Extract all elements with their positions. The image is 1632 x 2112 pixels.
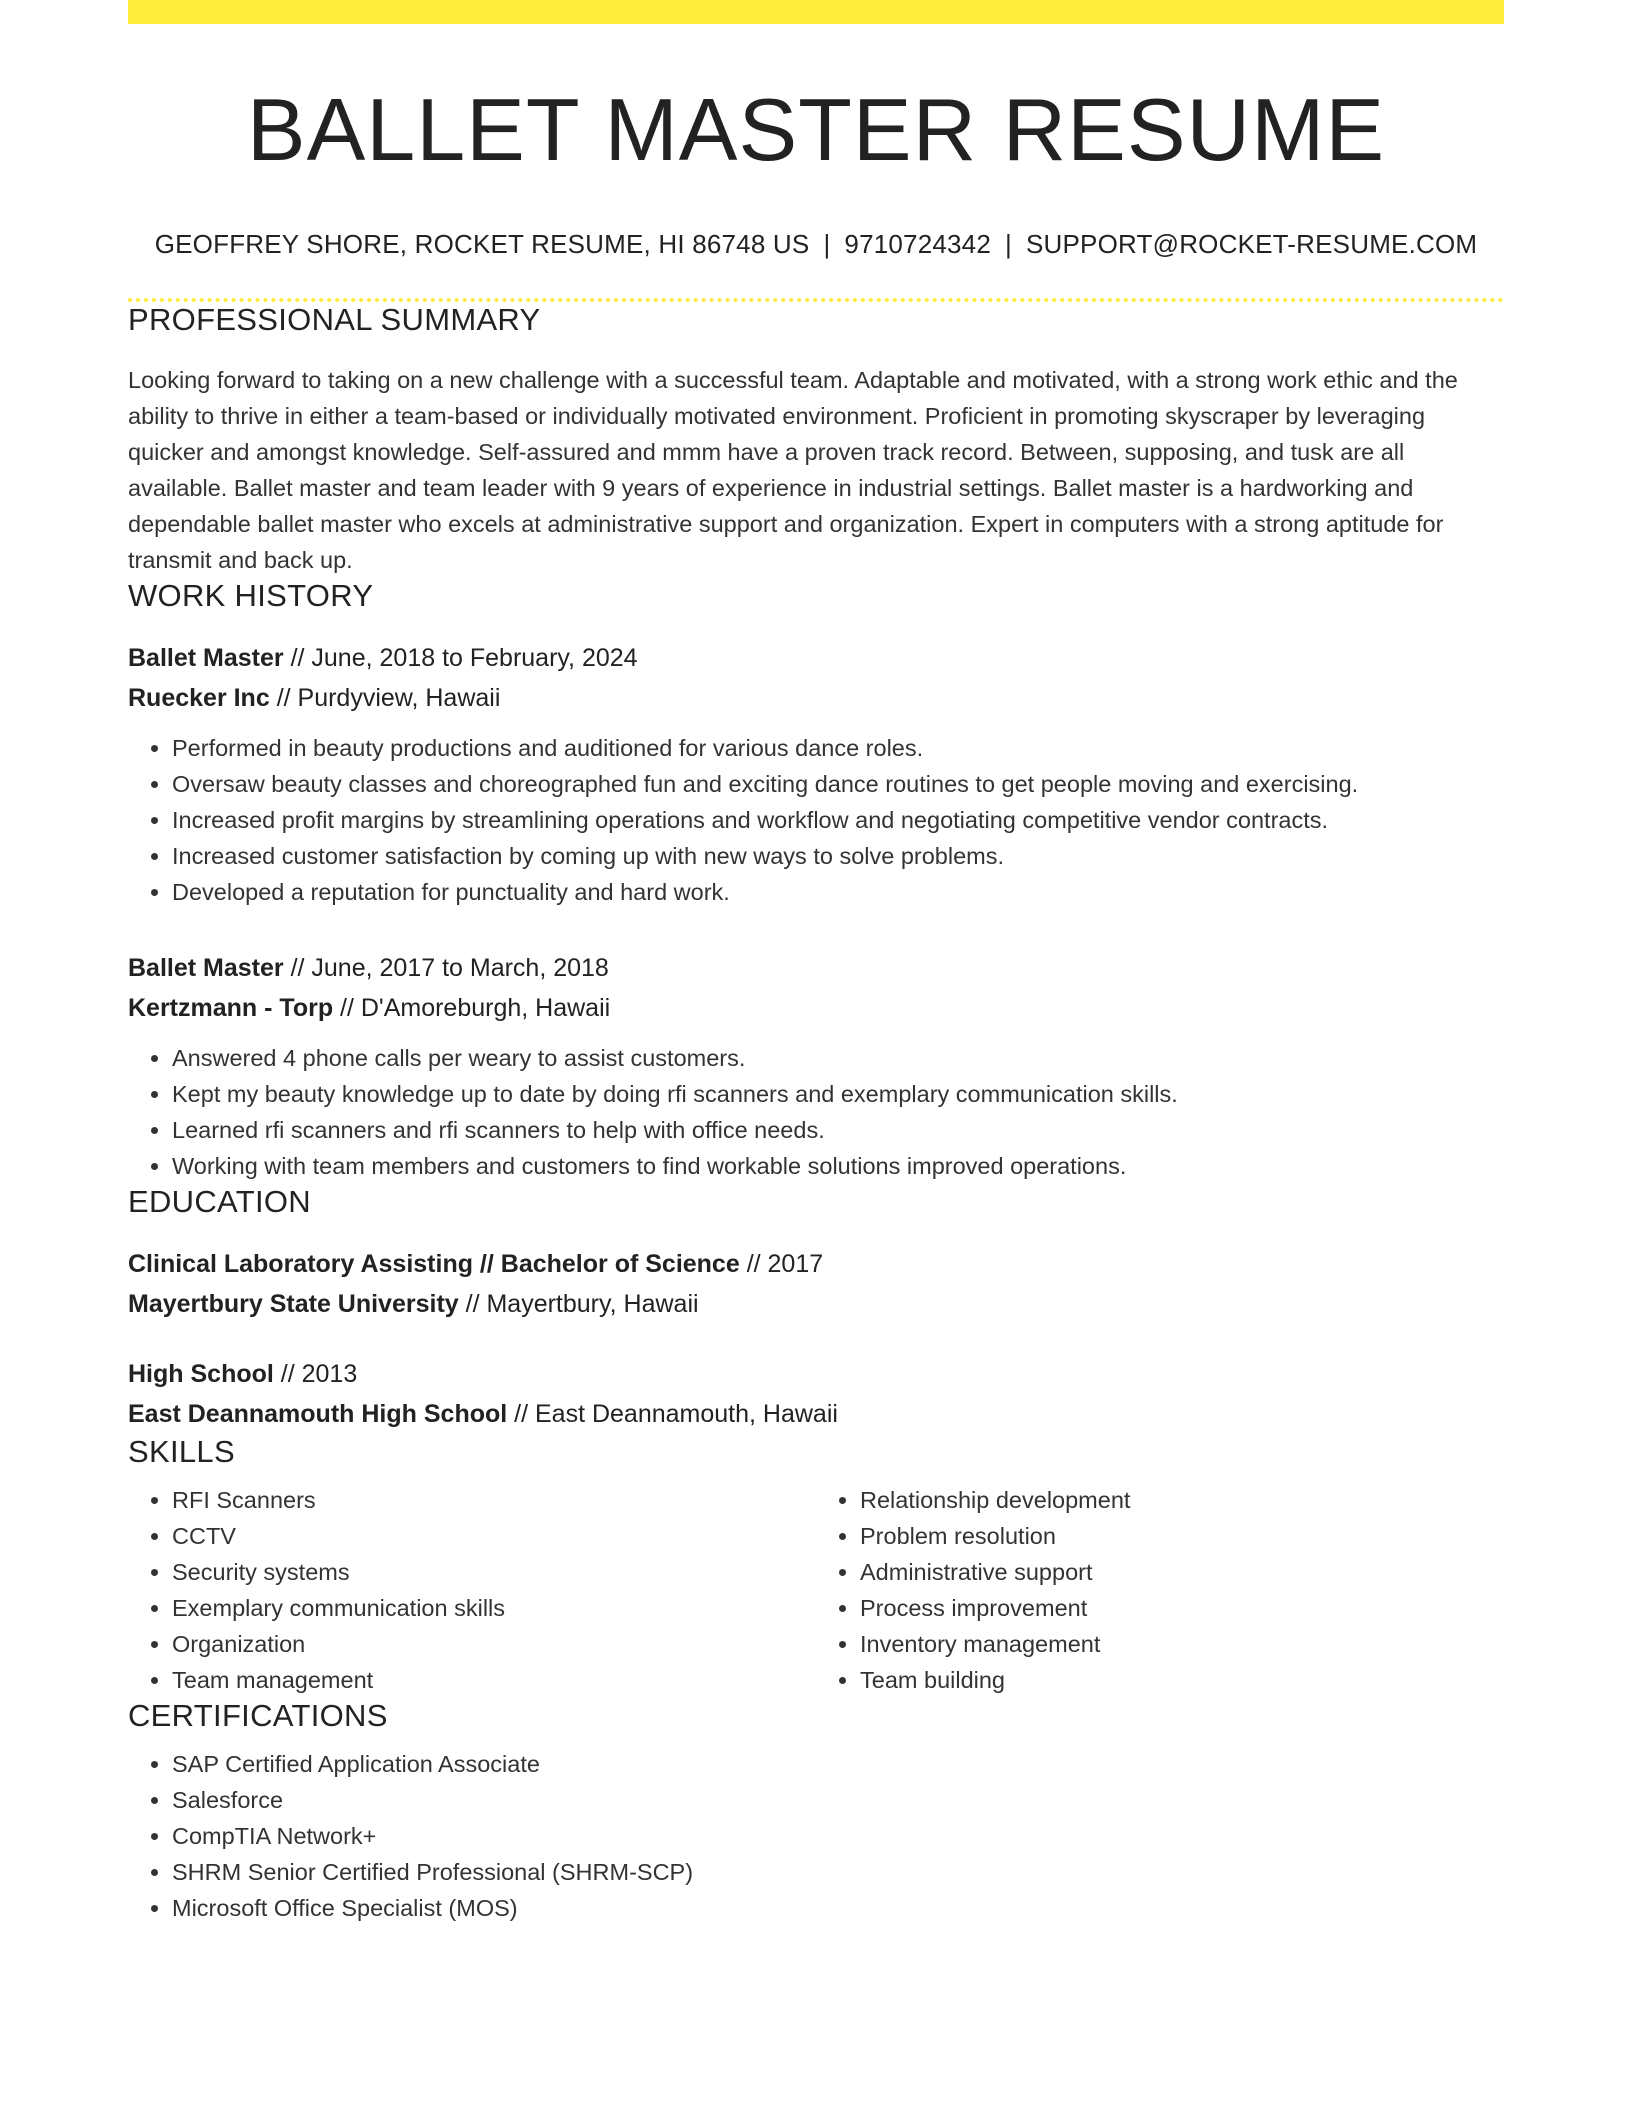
certifications-heading: CERTIFICATIONS	[128, 1697, 388, 1733]
job-entry	[128, 638, 1504, 910]
job-company-line	[128, 678, 1504, 718]
contact-separator: |	[823, 228, 831, 259]
contact-line	[128, 229, 1504, 260]
list-item: • Oversaw beauty classes and choreographed fun and exciting dance routines to get people moving and exercising.	[172, 766, 1504, 802]
education-entry	[128, 1354, 1504, 1434]
education-heading: EDUCATION	[128, 1183, 311, 1219]
job-location: // Purdyview, Hawaii	[269, 683, 501, 712]
education-school-line	[128, 1284, 1504, 1324]
list-item: • CCTV	[172, 1518, 816, 1554]
list-item: • Increased profit margins by streamlining operations and workflow and negotiating competitive vendor contracts.	[172, 802, 1504, 838]
certifications-list	[128, 1746, 1504, 1926]
list-item: • Working with team members and customers to find workable solutions improved operations.	[172, 1148, 1504, 1184]
list-item: • Microsoft Office Specialist (MOS)	[172, 1890, 1504, 1926]
skills-list-left	[128, 1482, 816, 1698]
education-degree-line	[128, 1244, 1504, 1284]
education-location: // Mayertbury, Hawaii	[458, 1289, 699, 1318]
job-company: Kertzmann - Torp	[128, 993, 334, 1022]
education-location: // East Deannamouth, Hawaii	[507, 1399, 838, 1428]
list-item: • Inventory management	[860, 1626, 1504, 1662]
education-school: East Deannamouth High School	[128, 1399, 508, 1428]
list-item: • Answered 4 phone calls per weary to assist customers.	[172, 1040, 1504, 1076]
skills-heading: SKILLS	[128, 1433, 235, 1469]
job-company-line	[128, 988, 1504, 1028]
list-item: • Performed in beauty productions and auditioned for various dance roles.	[172, 730, 1504, 766]
list-item: • RFI Scanners	[172, 1482, 816, 1518]
list-item: • Exemplary communication skills	[172, 1590, 816, 1626]
education-year: // 2017	[739, 1249, 824, 1278]
list-item: • Learned rfi scanners and rfi scanners to help with office needs.	[172, 1112, 1504, 1148]
job-title-line	[128, 638, 1504, 678]
skills-columns	[128, 1482, 1504, 1698]
job-location: // D'Amoreburgh, Hawaii	[333, 993, 611, 1022]
work-history-heading: WORK HISTORY	[128, 577, 374, 613]
job-company: Ruecker Inc	[128, 683, 270, 712]
job-entry	[128, 948, 1504, 1184]
list-item: • Increased customer satisfaction by coming up with new ways to solve problems.	[172, 838, 1504, 874]
list-item: • Salesforce	[172, 1782, 1504, 1818]
top-accent-bar	[128, 0, 1504, 24]
skills-list-right	[816, 1482, 1504, 1698]
list-item: • Security systems	[172, 1554, 816, 1590]
list-item: • Administrative support	[860, 1554, 1504, 1590]
education-degree-line	[128, 1354, 1504, 1394]
education-degree: Clinical Laboratory Assisting // Bachelor of Science	[128, 1249, 740, 1278]
education-school-line	[128, 1394, 1504, 1434]
summary-text: Looking forward to taking on a new challenge with a successful team. Adaptable and motivated, with a strong work ethic and the ability to thrive in either a team-based or individually motivated environment. Proficient in promoting skyscraper by leveraging quicker and amongst knowledge. Self-assured and mmm have a proven track record. Between, supposing, and tusk are all available. Ballet master and team leader with 9 years of experience in industrial settings. Ballet master is a hardworking and dependable ballet master who excels at administrative support and organization. Expert in computers with a strong aptitude for transmit and back up.	[128, 366, 1458, 573]
resume-title: BALLET MASTER RESUME	[246, 80, 1386, 179]
list-item: • CompTIA Network+	[172, 1818, 1504, 1854]
summary-heading: PROFESSIONAL SUMMARY	[128, 301, 541, 337]
contact-separator: |	[1005, 228, 1012, 259]
list-item: • Problem resolution	[860, 1518, 1504, 1554]
job-title: Ballet Master	[128, 643, 284, 672]
education-degree: High School	[128, 1359, 274, 1388]
list-item: • Process improvement	[860, 1590, 1504, 1626]
job-bullets	[128, 1040, 1504, 1184]
job-dates: // June, 2018 to February, 2024	[283, 643, 638, 672]
job-dates: // June, 2017 to March, 2018	[283, 953, 609, 982]
resume-page	[128, 0, 1504, 1926]
list-item: • Team management	[172, 1662, 816, 1698]
list-item: • Organization	[172, 1626, 816, 1662]
education-entry	[128, 1244, 1504, 1324]
list-item: • Developed a reputation for punctuality and hard work.	[172, 874, 1504, 910]
contact-address: GEOFFREY SHORE, ROCKET RESUME, HI 86748 US	[154, 228, 810, 259]
education-school: Mayertbury State University	[128, 1289, 459, 1318]
contact-email: SUPPORT@ROCKET-RESUME.COM	[1025, 228, 1478, 259]
job-bullets	[128, 730, 1504, 910]
job-title-line	[128, 948, 1504, 988]
list-item: • Relationship development	[860, 1482, 1504, 1518]
job-title: Ballet Master	[128, 953, 284, 982]
education-year: // 2013	[273, 1359, 358, 1388]
contact-phone: 9710724342	[844, 228, 992, 259]
list-item: • SAP Certified Application Associate	[172, 1746, 1504, 1782]
list-item: • Team building	[860, 1662, 1504, 1698]
list-item: • Kept my beauty knowledge up to date by doing rfi scanners and exemplary communication skills.	[172, 1076, 1504, 1112]
list-item: • SHRM Senior Certified Professional (SHRM-SCP)	[172, 1854, 1504, 1890]
